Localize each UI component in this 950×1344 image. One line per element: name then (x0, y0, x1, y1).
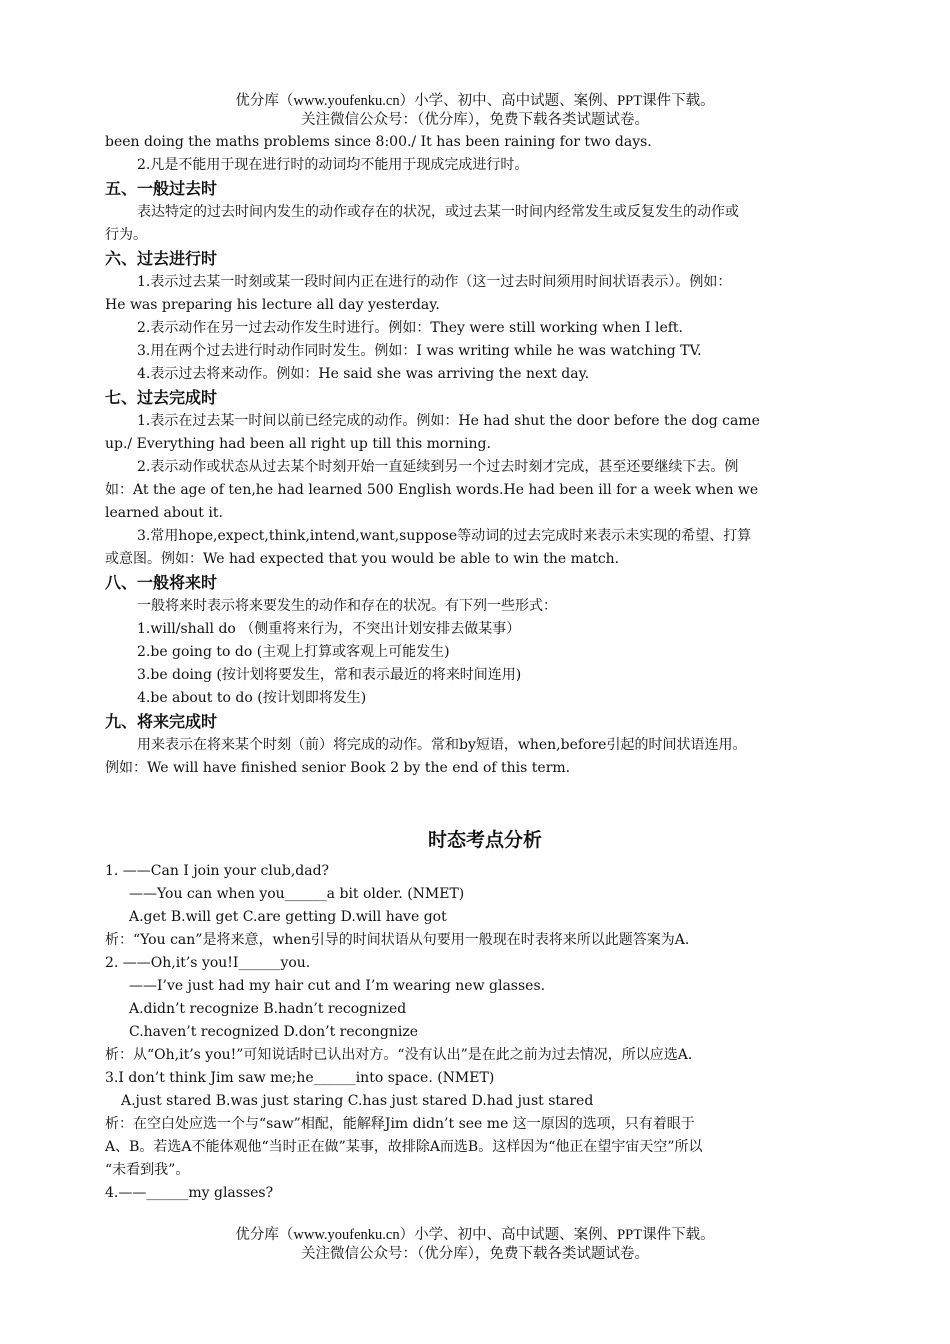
section-title: 时态考点分析 (427, 829, 542, 851)
text-line: 1.will/shall do （侧重将来行为，不突出计划安排去做某事） (137, 621, 521, 637)
text-line: 4.be about to do (按计划即将发生) (137, 690, 367, 706)
question-line: ——You can when you______a bit older. (NMET) (129, 886, 465, 902)
analysis-line: 析：在空白处应选一个与“saw”相配，能解释Jim didn’t see me 这一原因的选项，只有着眼于 (105, 1116, 695, 1132)
footer-line-1: 优分库（www.youfenku.cn）小学、初中、高中试题、案例、PPT课件下载。 (235, 1227, 715, 1243)
text-line: 2.be going to do (主观上打算或客观上可能发生) (137, 644, 450, 660)
answer-options: A.didn’t recognize B.hadn’t recognized (129, 1001, 407, 1017)
question-line: 3.I don’t think Jim saw me;he______into space. (NMET) (105, 1070, 495, 1086)
answer-options: C.haven’t recognized D.don’t recongnize (129, 1024, 419, 1040)
footer-line-2: 关注微信公众号：（优分库），免费下载各类试题试卷。 (301, 1246, 649, 1262)
document-body (105, 131, 865, 1205)
section-heading-7: 七、过去完成时 (105, 388, 218, 407)
text-line: 2.表示动作或状态从过去某个时刻开始一直延续到另一个过去时刻才完成，甚至还要继续下去。例 (137, 459, 739, 475)
text-line: learned about it. (105, 505, 223, 521)
answer-options: A.just stared B.was just staring C.has just stared D.had just stared (121, 1093, 594, 1109)
text-line: 行为。 (105, 227, 147, 243)
analysis-line: 析：“You can”是将来意，when引导的时间状语从句要用一般现在时表将来所以此题答案为A. (105, 932, 690, 948)
header-line-1: 优分库（www.youfenku.cn）小学、初中、高中试题、案例、PPT课件下载。 (235, 93, 715, 109)
text-line: 3.be doing (按计划将要发生，常和表示最近的将来时间连用) (137, 667, 522, 683)
text-line: 或意图。例如：We had expected that you would be able to win the match. (105, 551, 620, 567)
question-line: 2. ——Oh,it’s you!I______you. (105, 955, 311, 971)
analysis-line: 析：从“Oh,it’s you!”可知说话时已认出对方。“没有认出”是在此之前为过去情况，所以应选A. (105, 1047, 693, 1063)
text-line: 一般将来时表示将来要发生的动作和存在的状况。有下列一些形式： (137, 598, 557, 614)
question-line: 4.——______my glasses? (105, 1185, 274, 1201)
text-line: 用来表示在将来某个时刻（前）将完成的动作。常和by短语，when,before引起的时间状语连用。 (137, 737, 747, 753)
section-heading-6: 六、过去进行时 (105, 249, 218, 268)
text-line: 3.用在两个过去进行时动作同时发生。例如：I was writing while he was watching TV. (137, 343, 702, 359)
text-line: up./ Everything had been all right up till this morning. (105, 436, 491, 452)
section-heading-8: 八、一般将来时 (105, 573, 218, 592)
analysis-line: A、B。若选A不能体观他“当时正在做”某事，故排除A而选B。这样因为“他正在望宇宙天空”所以 (105, 1139, 703, 1155)
text-line: 3.常用hope,expect,think,intend,want,suppose等动词的过去完成时来表示未实现的希望、打算 (137, 528, 752, 544)
text-line: 1.表示在过去某一时间以前已经完成的动作。例如：He had shut the door before the dog came (137, 413, 760, 429)
section-heading-9: 九、将来完成时 (105, 712, 218, 731)
text-line: 2.凡是不能用于现在进行时的动词均不能用于现成完成进行时。 (137, 157, 529, 173)
text-line: 例如：We will have finished senior Book 2 by the end of this term. (105, 760, 571, 776)
page-footer (0, 1226, 950, 1264)
answer-options: A.get B.will get C.are getting D.will have got (129, 909, 447, 925)
text-line: He was preparing his lecture all day yesterday. (105, 297, 440, 313)
text-line: been doing the maths problems since 8:00./ It has been raining for two days. (105, 134, 652, 150)
section-heading-5: 五、一般过去时 (105, 179, 218, 198)
question-line: 1. ——Can I join your club,dad? (105, 863, 330, 879)
text-line: 1.表示过去某一时刻或某一段时间内正在进行的动作（这一过去时间须用时间状语表示）。例如： (137, 274, 732, 290)
text-line: 4.表示过去将来动作。例如：He said she was arriving the next day. (137, 366, 590, 382)
text-line: 2.表示动作在另一过去动作发生时进行。例如：They were still working when I left. (137, 320, 683, 336)
spacer (105, 780, 865, 820)
text-line: 如：At the age of ten,he had learned 500 English words.He had been ill for a week when we (105, 482, 759, 498)
header-line-2: 关注微信公众号：（优分库），免费下载各类试题试卷。 (301, 112, 649, 128)
question-line: ——I’ve just had my hair cut and I’m wearing new glasses. (129, 978, 546, 994)
page-header (0, 92, 950, 130)
text-line: 表达特定的过去时间内发生的动作或存在的状况，或过去某一时间内经常发生或反复发生的动作或 (137, 204, 739, 220)
analysis-line: “未看到我”。 (105, 1162, 190, 1178)
